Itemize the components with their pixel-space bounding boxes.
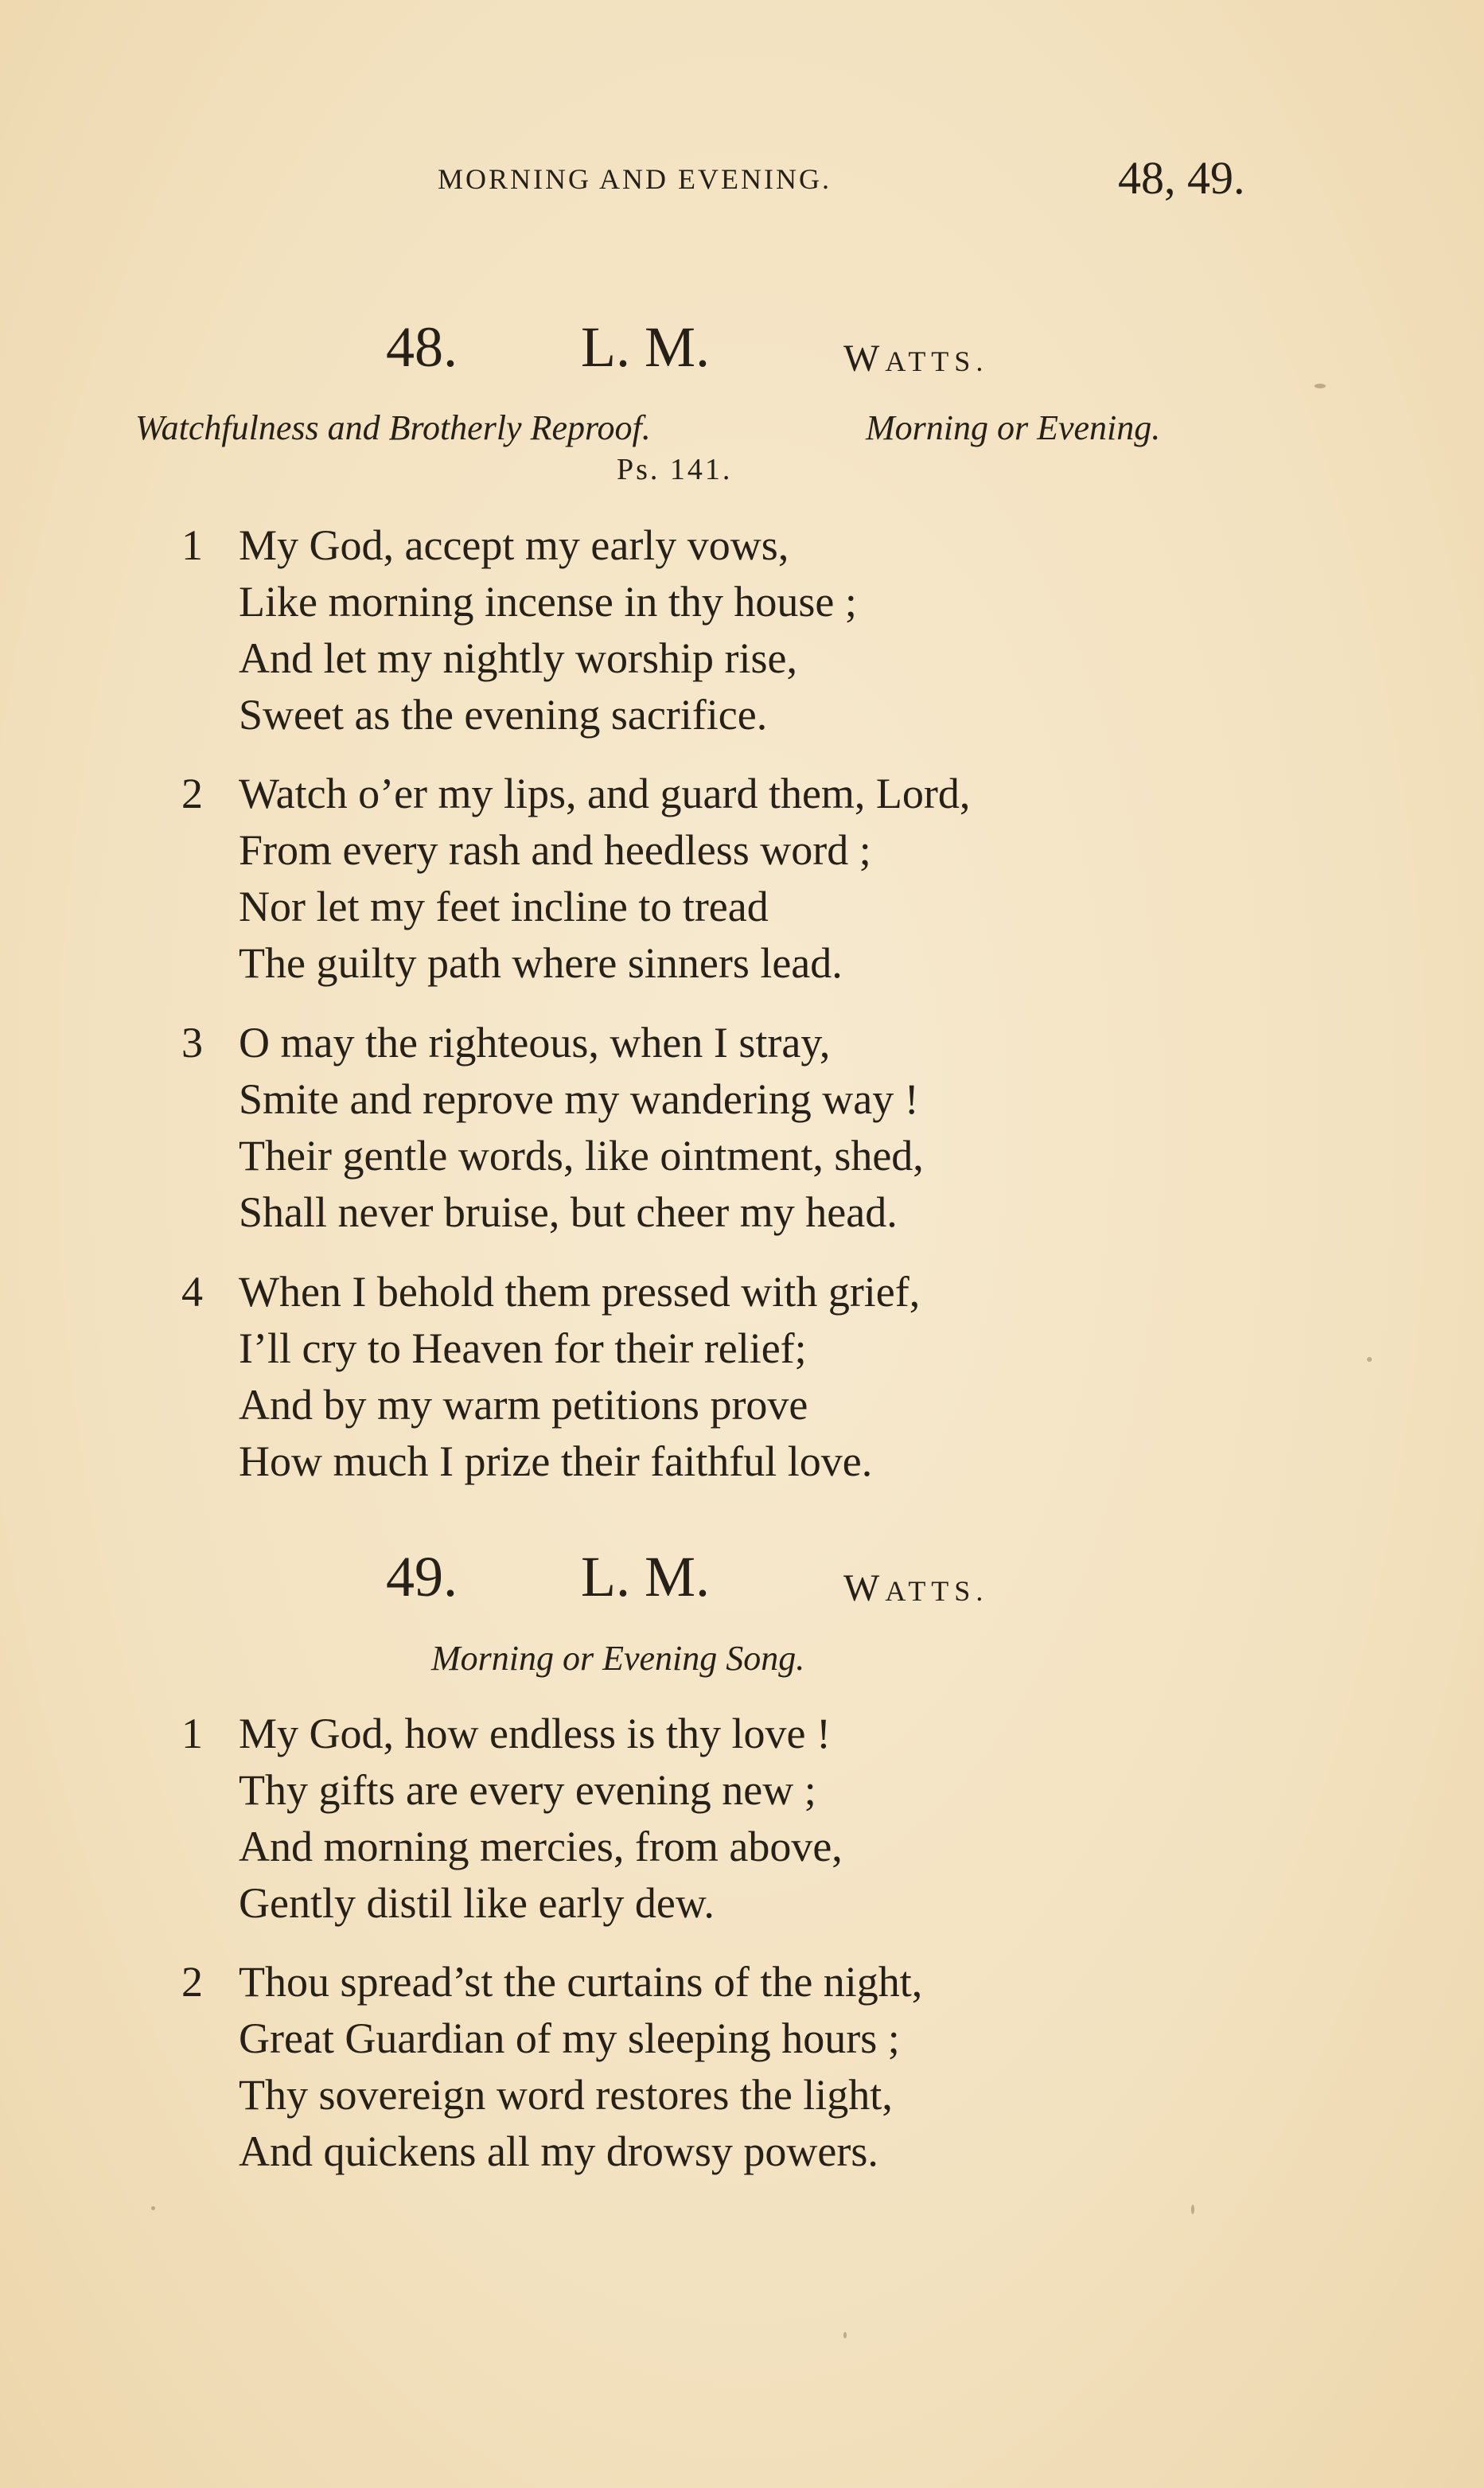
verse-line: And by my warm petitions prove	[239, 1381, 808, 1429]
verse-line: Shall never bruise, but cheer my head.	[239, 1188, 898, 1236]
verse-line: Sweet as the evening sacrifice.	[239, 691, 768, 739]
verse-line: My God, how endless is thy love !	[239, 1710, 831, 1757]
verse-line: And let my nightly worship rise,	[239, 634, 797, 682]
paper-speck	[151, 2206, 155, 2210]
page-numbers: 48, 49.	[1118, 152, 1245, 204]
stanza-number: 4	[181, 1268, 203, 1316]
paper-speck	[843, 2332, 847, 2338]
hymn-author: WATTS.	[843, 337, 989, 380]
verse-line: When I behold them pressed with grief,	[239, 1268, 921, 1316]
hymn-author: WATTS.	[843, 1567, 989, 1609]
paper-speck	[1191, 2205, 1194, 2214]
paper-speck	[1367, 1357, 1372, 1362]
verse-line: Gently distil like early dew.	[239, 1879, 715, 1927]
hymn-number: 48.	[386, 315, 458, 379]
psalm-reference: Ps. 141.	[617, 453, 733, 486]
stanza-number: 2	[181, 770, 203, 817]
verse-line: Thy gifts are every evening new ;	[239, 1766, 816, 1814]
hymn-49-subtitle: Morning or Evening Song.	[431, 1639, 805, 1678]
verse-line: Thy sovereign word restores the light,	[239, 2071, 893, 2119]
paper-speck	[1315, 384, 1326, 388]
verse-line: I’ll cry to Heaven for their relief;	[239, 1324, 807, 1372]
running-head	[0, 151, 1484, 204]
verse-line: Like morning incense in thy house ;	[239, 578, 857, 626]
stanza-number: 2	[181, 1958, 203, 2006]
verse-line: My God, accept my early vows,	[239, 521, 789, 569]
hymn-meter: L. M.	[581, 315, 710, 379]
running-title: MORNING AND EVENING.	[438, 163, 832, 195]
verse-line: Their gentle words, like ointment, shed,	[239, 1132, 924, 1180]
verse-line: Great Guardian of my sleeping hours ;	[239, 2014, 900, 2062]
stanza-number: 1	[181, 1710, 203, 1757]
hymn-number: 49.	[386, 1545, 458, 1609]
verse-line: Smite and reprove my wandering way !	[239, 1075, 919, 1123]
hymn-meter: L. M.	[581, 1545, 710, 1609]
hymn-48-subtitle: Watchfulness and Brotherly Reproof.	[135, 408, 651, 447]
verse-line: And morning mercies, from above,	[239, 1823, 843, 1870]
verse-line: Thou spread’st the curtains of the night,	[239, 1958, 923, 2006]
verse-line: The guilty path where sinners lead.	[239, 939, 843, 987]
verse-line: And quickens all my drowsy powers.	[239, 2127, 878, 2175]
hymn-48-heading	[0, 314, 1484, 386]
hymn-49-heading	[0, 1544, 1484, 1616]
hymn-48-occasion: Morning or Evening.	[866, 408, 1161, 447]
verse-line: O may the righteous, when I stray,	[239, 1019, 831, 1067]
verse-line: Watch o’er my lips, and guard them, Lord,	[239, 770, 971, 817]
stanza-number: 1	[181, 521, 203, 569]
stanza-number: 3	[181, 1019, 203, 1067]
verse-line: From every rash and heedless word ;	[239, 826, 871, 874]
verse-line: How much I prize their faithful love.	[239, 1437, 873, 1485]
verse-line: Nor let my feet incline to tread	[239, 883, 769, 930]
